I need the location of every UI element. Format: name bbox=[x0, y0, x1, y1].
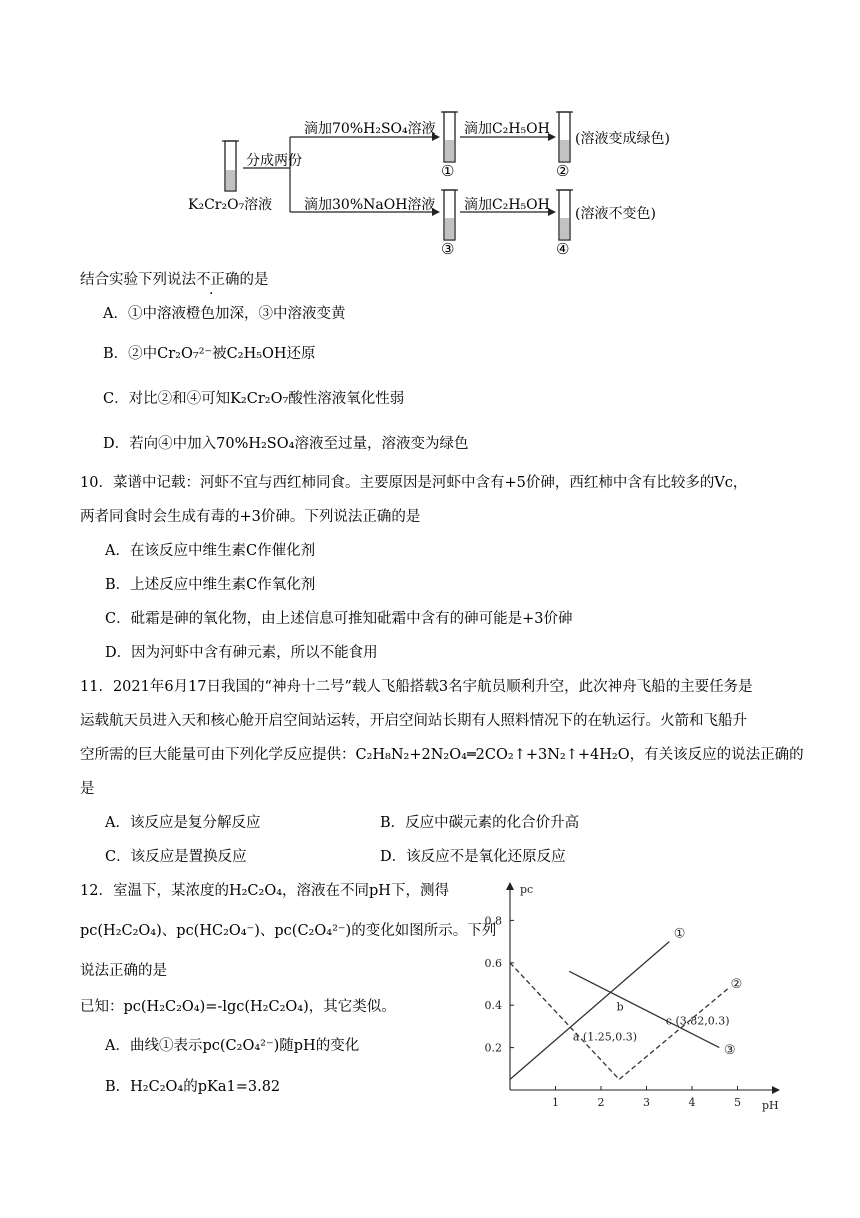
bottom-result-label: (溶液不变色) bbox=[575, 206, 656, 222]
bottom-step1-label: 滴加30%NaOH溶液 bbox=[304, 197, 436, 213]
x-tick-label: 1 bbox=[552, 1096, 559, 1109]
x-tick-label: 3 bbox=[643, 1096, 650, 1109]
q10-option-d: D．因为河虾中含有砷元素，所以不能食用 bbox=[105, 645, 378, 661]
x-tick-label: 5 bbox=[734, 1096, 741, 1109]
y-tick-label: 0.2 bbox=[484, 1041, 502, 1055]
annotation-c: c (3.82,0.3) bbox=[665, 1014, 730, 1028]
q9-stem bbox=[80, 270, 269, 290]
split-label: 分成两份 bbox=[246, 153, 302, 169]
q12-line-3: 说法正确的是 bbox=[80, 963, 167, 979]
q12-line-4: 已知：pc(H₂C₂O₄)=-lgc(H₂C₂O₄)，其它类似。 bbox=[80, 999, 396, 1015]
top-step1-label: 滴加70%H₂SO₄溶液 bbox=[304, 121, 436, 137]
q9-stem-after: 确的是 bbox=[225, 272, 269, 288]
y-tick-label: 0.8 bbox=[484, 914, 502, 928]
y-axis-label: pc bbox=[520, 883, 534, 896]
q10-option-c: C．砒霜是砷的氧化物，由上述信息可推知砒霜中含有的砷可能是+3价砷 bbox=[105, 611, 573, 627]
q11-option-d: D．该反应不是氧化还原反应 bbox=[380, 849, 566, 865]
q9-option-d: D．若向④中加入70%H₂SO₄溶液至过量，溶液变为绿色 bbox=[103, 436, 469, 452]
q9-option-a: A．①中溶液橙色加深，③中溶液变黄 bbox=[103, 306, 346, 322]
q11-line-2: 运载航天员进入天和核心舱开启空间站运转，开启空间站长期有人照料情况下的在轨运行。火箭和飞船升 bbox=[80, 713, 747, 729]
q9-option-b: B．②中Cr₂O₇²⁻被C₂H₅OH还原 bbox=[103, 346, 316, 362]
q10-option-a: A．在该反应中维生素C作催化剂 bbox=[105, 543, 316, 559]
start-label: K₂Cr₂O₇溶液 bbox=[188, 197, 273, 213]
q11-option-b: B．反应中碳元素的化合价升高 bbox=[380, 815, 580, 831]
q11-option-c: C．该反应是置换反应 bbox=[105, 849, 247, 865]
x-tick-label: 2 bbox=[597, 1096, 605, 1109]
tube-label-1: ① bbox=[441, 162, 455, 180]
pc-ph-chart bbox=[470, 875, 790, 1120]
q12-line-2: pc(H₂C₂O₄)、pc(HC₂O₄⁻)、pc(C₂O₄²⁻)的变化如图所示。下列 bbox=[80, 923, 497, 939]
y-axis-arrow bbox=[506, 882, 514, 890]
series-label-1: ① bbox=[673, 926, 686, 942]
q12-option-a: A．曲线①表示pc(C₂O₄²⁻)随pH的变化 bbox=[105, 1038, 360, 1054]
series-label-2: ② bbox=[730, 977, 743, 993]
bottom-step2-label: 滴加C₂H₅OH bbox=[464, 197, 550, 213]
tube-2 bbox=[556, 112, 573, 162]
q10-line-2: 两者同食时会生成有毒的+3价砷。下列说法正确的是 bbox=[80, 509, 421, 525]
top-result-label: (溶液变成绿色) bbox=[575, 131, 670, 147]
q12-option-b: B．H₂C₂O₄的pKa1=3.82 bbox=[105, 1079, 281, 1095]
q9-stem-before: 结合实验下列说法 bbox=[80, 272, 196, 288]
tube-label-3: ③ bbox=[441, 240, 455, 258]
top-step2-label: 滴加C₂H₅OH bbox=[464, 121, 550, 137]
tube-3 bbox=[441, 190, 458, 240]
q9-option-c: C．对比②和④可知K₂Cr₂O₇酸性溶液氧化性弱 bbox=[103, 391, 405, 407]
y-tick-label: 0.6 bbox=[484, 956, 502, 970]
tube-start bbox=[222, 141, 239, 191]
tube-1 bbox=[441, 112, 458, 162]
series-label-3: ③ bbox=[723, 1042, 736, 1058]
q10-option-b: B．上述反应中维生素C作氧化剂 bbox=[105, 577, 316, 593]
q9-stem-emph: 不正 bbox=[196, 272, 225, 288]
q12-line-1: 12．室温下，某浓度的H₂C₂O₄，溶液在不同pH下，测得 bbox=[80, 883, 449, 899]
tube-label-4: ④ bbox=[556, 240, 570, 258]
q11-line-1: 11．2021年6月17日我国的“神舟十二号”载人飞船搭载3名宇航员顺利升空，此次神舟飞船的主要任务是 bbox=[80, 679, 753, 695]
q11-line-3: 空所需的巨大能量可由下列化学反应提供：C₂H₈N₂+2N₂O₄═2CO₂↑+3N₂↑+4H₂O，有关该反应的说法正确的 bbox=[80, 747, 804, 763]
x-axis-label: pH bbox=[762, 1099, 779, 1112]
x-tick-label: 4 bbox=[688, 1096, 696, 1109]
x-axis-arrow bbox=[772, 1086, 780, 1094]
q11-line-4: 是 bbox=[80, 781, 95, 797]
tube-label-2: ② bbox=[556, 162, 570, 180]
tube-4 bbox=[556, 190, 573, 240]
q10-line-1: 10．菜谱中记载：河虾不宜与西红柿同食。主要原因是河虾中含有+5价砷，西红柿中含有比较多的Vc， bbox=[80, 475, 748, 491]
q11-option-a: A．该反应是复分解反应 bbox=[105, 815, 261, 831]
y-tick-label: 0.4 bbox=[484, 999, 502, 1013]
annotation-a: a (1.25,0.3) bbox=[572, 1030, 637, 1044]
annotation-b: b bbox=[616, 1000, 624, 1014]
